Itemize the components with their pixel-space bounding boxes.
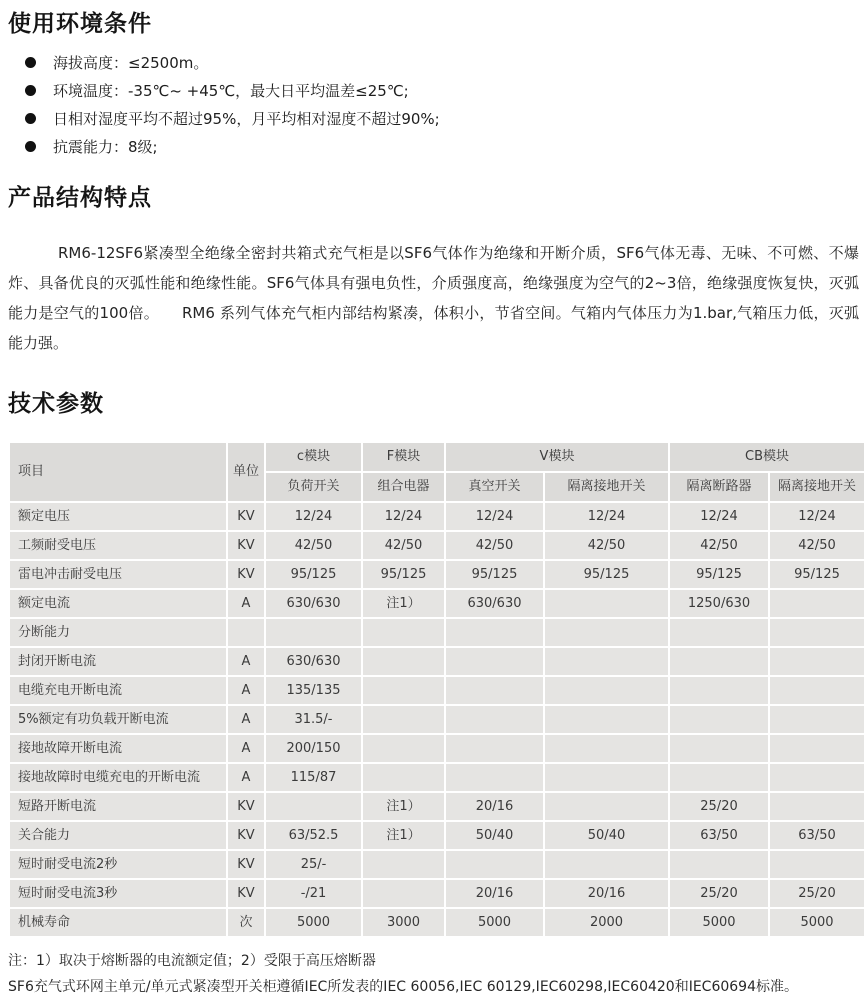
cell-value: [769, 734, 865, 763]
cell-value: 12/24: [769, 502, 865, 531]
row-label: 雷电冲击耐受电压: [9, 560, 227, 589]
table-row: [9, 676, 865, 705]
cell-value: 95/125: [544, 560, 669, 589]
cell-value: -/21: [265, 879, 362, 908]
cell-value: 95/125: [669, 560, 769, 589]
cell-value: [445, 734, 544, 763]
row-unit: 次: [227, 908, 265, 937]
cell-value: [669, 705, 769, 734]
cell-value: [544, 676, 669, 705]
cell-value: 630/630: [265, 647, 362, 676]
col-header-sub: 真空开关: [445, 472, 544, 502]
cell-value: 95/125: [769, 560, 865, 589]
cell-value: [544, 763, 669, 792]
row-label: 分断能力: [9, 618, 227, 647]
env-bullet-item: [8, 132, 859, 160]
cell-value: 42/50: [769, 531, 865, 560]
cell-value: [362, 676, 445, 705]
cell-value: [362, 850, 445, 879]
cell-value: [544, 647, 669, 676]
col-header-sub: 隔离接地开关: [544, 472, 669, 502]
cell-value: 12/24: [544, 502, 669, 531]
bullet-text: 日相对湿度平均不超过95%，月平均相对湿度不超过90%;: [53, 109, 440, 128]
cell-value: 630/630: [265, 589, 362, 618]
cell-value: 50/40: [544, 821, 669, 850]
cell-value: 63/50: [769, 821, 865, 850]
cell-value: 630/630: [445, 589, 544, 618]
row-unit: A: [227, 763, 265, 792]
cell-value: 25/-: [265, 850, 362, 879]
cell-value: 135/135: [265, 676, 362, 705]
cell-value: [544, 792, 669, 821]
row-label: 机械寿命: [9, 908, 227, 937]
cell-value: 42/50: [544, 531, 669, 560]
col-header-group: F模块: [362, 442, 445, 472]
cell-value: [544, 589, 669, 618]
env-bullet-item: [8, 104, 859, 132]
row-unit: A: [227, 676, 265, 705]
row-label: 封闭开断电流: [9, 647, 227, 676]
cell-value: [669, 734, 769, 763]
cell-value: 注1）: [362, 589, 445, 618]
bullet-text: 抗震能力：8级;: [53, 137, 158, 156]
cell-value: 50/40: [445, 821, 544, 850]
cell-value: 25/20: [769, 879, 865, 908]
cell-value: [362, 647, 445, 676]
table-row: [9, 531, 865, 560]
row-label: 5%额定有功负载开断电流: [9, 705, 227, 734]
table-row: [9, 792, 865, 821]
cell-value: [669, 618, 769, 647]
row-label: 工频耐受电压: [9, 531, 227, 560]
table-note: 注：1）取决于熔断器的电流额定值；2）受限于高压熔断器: [8, 953, 376, 969]
cell-value: 注1）: [362, 821, 445, 850]
env-bullet-list: [8, 48, 859, 160]
cell-value: [445, 676, 544, 705]
col-header-item: 项目: [9, 442, 227, 502]
bullet-dot-icon: [25, 57, 36, 68]
tech-section: [8, 388, 859, 997]
env-section: [8, 8, 859, 160]
row-label: 接地故障开断电流: [9, 734, 227, 763]
cell-value: [769, 763, 865, 792]
cell-value: [769, 705, 865, 734]
table-row: [9, 647, 865, 676]
cell-value: 95/125: [445, 560, 544, 589]
cell-value: 20/16: [445, 879, 544, 908]
table-row: [9, 618, 865, 647]
cell-value: 20/16: [445, 792, 544, 821]
col-header-sub: 隔离接地开关: [769, 472, 865, 502]
table-header: [9, 442, 865, 502]
cell-value: 42/50: [265, 531, 362, 560]
row-label: 短时耐受电流2秒: [9, 850, 227, 879]
row-label: 短路开断电流: [9, 792, 227, 821]
cell-value: 200/150: [265, 734, 362, 763]
bullet-dot-icon: [25, 85, 36, 96]
product-section: [8, 182, 859, 358]
cell-value: 12/24: [362, 502, 445, 531]
row-unit: KV: [227, 821, 265, 850]
row-label: 接地故障时电缆充电的开断电流: [9, 763, 227, 792]
table-header-row-groups: [9, 442, 865, 472]
cell-value: [265, 792, 362, 821]
cell-value: 20/16: [544, 879, 669, 908]
cell-value: [445, 763, 544, 792]
table-row: [9, 821, 865, 850]
cell-value: 42/50: [669, 531, 769, 560]
table-row: [9, 705, 865, 734]
cell-value: 12/24: [669, 502, 769, 531]
cell-value: [445, 705, 544, 734]
col-header-group: c模块: [265, 442, 362, 472]
col-header-sub: 组合电器: [362, 472, 445, 502]
col-header-unit: 单位: [227, 442, 265, 502]
table-row: [9, 908, 865, 937]
cell-value: 63/50: [669, 821, 769, 850]
cell-value: [265, 618, 362, 647]
cell-value: [362, 763, 445, 792]
tech-section-title: 技术参数: [8, 391, 104, 417]
cell-value: [362, 734, 445, 763]
cell-value: [669, 676, 769, 705]
bullet-dot-icon: [25, 113, 36, 124]
row-unit: KV: [227, 531, 265, 560]
row-label: 额定电流: [9, 589, 227, 618]
tech-params-table: [8, 441, 866, 938]
table-row: [9, 763, 865, 792]
cell-value: [445, 850, 544, 879]
cell-value: [769, 647, 865, 676]
table-body: [9, 502, 865, 937]
row-label: 短时耐受电流3秒: [9, 879, 227, 908]
cell-value: 31.5/-: [265, 705, 362, 734]
cell-value: [669, 647, 769, 676]
cell-value: 3000: [362, 908, 445, 937]
cell-value: [769, 618, 865, 647]
row-unit: KV: [227, 792, 265, 821]
col-header-sub: 负荷开关: [265, 472, 362, 502]
cell-value: [544, 705, 669, 734]
cell-value: [769, 850, 865, 879]
table-row: [9, 850, 865, 879]
cell-value: 12/24: [265, 502, 362, 531]
product-section-title: 产品结构特点: [8, 185, 152, 211]
row-label: 额定电压: [9, 502, 227, 531]
bullet-dot-icon: [25, 141, 36, 152]
row-unit: [227, 618, 265, 647]
cell-value: [544, 850, 669, 879]
bullet-text: 环境温度：-35℃~ +45℃，最大日平均温差≤25℃;: [53, 81, 409, 100]
row-label: 电缆充电开断电流: [9, 676, 227, 705]
cell-value: 25/20: [669, 792, 769, 821]
row-unit: KV: [227, 850, 265, 879]
cell-value: 5000: [265, 908, 362, 937]
cell-value: [669, 763, 769, 792]
table-row: [9, 734, 865, 763]
row-label: 关合能力: [9, 821, 227, 850]
env-section-title: 使用环境条件: [8, 11, 152, 37]
cell-value: 2000: [544, 908, 669, 937]
cell-value: 42/50: [445, 531, 544, 560]
cell-value: 1250/630: [669, 589, 769, 618]
cell-value: 63/52.5: [265, 821, 362, 850]
cell-value: 5000: [445, 908, 544, 937]
cell-value: [362, 879, 445, 908]
row-unit: A: [227, 589, 265, 618]
row-unit: KV: [227, 502, 265, 531]
cell-value: [769, 589, 865, 618]
cell-value: [669, 850, 769, 879]
row-unit: KV: [227, 879, 265, 908]
table-row: [9, 560, 865, 589]
cell-value: [544, 618, 669, 647]
cell-value: 42/50: [362, 531, 445, 560]
cell-value: [445, 618, 544, 647]
cell-value: [769, 792, 865, 821]
cell-value: [769, 676, 865, 705]
cell-value: 25/20: [669, 879, 769, 908]
col-header-group: V模块: [445, 442, 669, 472]
cell-value: [445, 647, 544, 676]
env-bullet-item: [8, 76, 859, 104]
col-header-sub: 隔离断路器: [669, 472, 769, 502]
cell-value: 95/125: [362, 560, 445, 589]
bullet-text: 海拔高度：≤2500m。: [53, 53, 209, 72]
table-row: [9, 879, 865, 908]
cell-value: 95/125: [265, 560, 362, 589]
row-unit: KV: [227, 560, 265, 589]
cell-value: 5000: [669, 908, 769, 937]
row-unit: A: [227, 705, 265, 734]
row-unit: A: [227, 734, 265, 763]
cell-value: [544, 734, 669, 763]
cell-value: 115/87: [265, 763, 362, 792]
cell-value: 5000: [769, 908, 865, 937]
standards-note: SF6充气式环网主单元/单元式紧凑型开关柜遵循IEC所发表的IEC 60056,IEC 60129,IEC60298,IEC60420和IEC60694标准。: [8, 979, 798, 995]
cell-value: 注1）: [362, 792, 445, 821]
cell-value: [362, 705, 445, 734]
product-feature-paragraph: RM6-12SF6紧凑型全绝缘全密封共箱式充气柜是以SF6气体作为绝缘和开断介质，SF6气体无毒、无味、不可燃、不爆炸、具备优良的灭弧性能和绝缘性能。SF6气体具有强电负性，介质强度高，绝缘强度为空气的2~3倍，绝缘强度恢复快，灭弧能力是空气的100倍。 RM6 系列气体充气柜内部结构紧凑，体积小，节省空间。气箱内气体压力为1.bar,气箱压力低，灭弧能力强。: [8, 244, 859, 352]
cell-value: [362, 618, 445, 647]
cell-value: 12/24: [445, 502, 544, 531]
table-row: [9, 589, 865, 618]
col-header-group: CB模块: [669, 442, 865, 472]
env-bullet-item: [8, 48, 859, 76]
table-row: [9, 502, 865, 531]
row-unit: A: [227, 647, 265, 676]
